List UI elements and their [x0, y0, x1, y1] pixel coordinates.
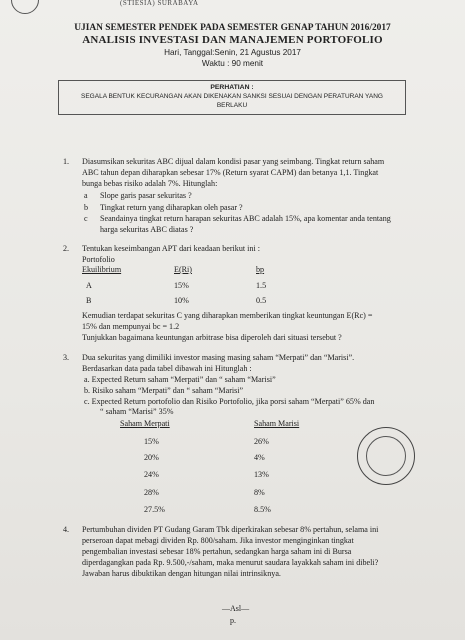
q3-merpati-5: 27.5%	[144, 505, 165, 514]
institution-name: (STIESIA) SURABAYA	[120, 0, 199, 7]
q2-row-a-name: A	[86, 281, 92, 290]
signature-mark: p.	[230, 616, 236, 625]
q3-merpati-1: 15%	[144, 437, 159, 446]
notice-title: PERHATIAN :	[210, 84, 254, 91]
q3-marisi-2: 4%	[254, 453, 265, 462]
q3-merpati-4: 28%	[144, 488, 159, 497]
q4-line1: Pertumbuhan dividen PT Gudang Garam Tbk diperkirakan sebesar 8% pertahun, selama ini	[82, 525, 379, 534]
q4-line2: perseroan dapat mebagi dividen Rp. 800/saham. Jika investor menginginkan tingkat	[82, 536, 354, 545]
q2-line1: Tentukan keseimbangan APT dari keadaan berikut ini :	[82, 244, 260, 253]
official-stamp-icon	[357, 427, 415, 485]
q2-number: 2.	[63, 244, 70, 253]
q2-row-a-eri: 15%	[174, 281, 189, 290]
q1-a-label: a	[84, 191, 88, 200]
q4-line4: diperdagangkan pada Rp. 9.500,-/saham, maka menurut saudara layakkah saham ini dibeli?	[82, 558, 379, 567]
q4-number: 4.	[63, 525, 70, 534]
notice-box	[58, 80, 406, 115]
q3-c1: c. Expected Return portofolio dan Risiko Portofolio, jika porsi saham “Merpati” 65% dan	[84, 397, 375, 406]
q1-line1: Diasumsikan sekuritas ABC dijual dalam kondisi pasar yang seimbang. Tingkat return saham	[82, 157, 385, 166]
exam-title-line1: UJIAN SEMESTER PENDEK PADA SEMESTER GENAP TAHUN 2016/2017	[74, 23, 391, 33]
q4-line5: Jawaban harus dibuktikan dengan hitungan nilai intrinsiknya.	[82, 569, 281, 578]
notice-body: SEGALA BENTUK KECURANGAN AKAN DIKENAKAN SANKSI SESUAI DENGAN PERATURAN YANG BERLAKU	[81, 93, 383, 109]
q2-col-equilibrium: Ekuilibrium	[82, 265, 122, 274]
q1-line3: bunga bebas risiko adalah 7%. Hitunglah:	[82, 179, 218, 188]
exam-date: Hari, Tanggal:Senin, 21 Agustus 2017	[164, 48, 301, 57]
q2-row-b-name: B	[86, 296, 92, 305]
q1-line2: ABC tahun depan diharapkan sebesar 17% (Return syarat CAPM) dan betanya 1,1. Tingkat	[82, 168, 379, 177]
q2-after2: 15% dan mempunyai bc = 1.2	[82, 322, 180, 331]
q3-line2: Berdasarkan data pada tabel dibawah ini Hitunglah :	[82, 364, 252, 373]
q3-a: a. Expected Return saham “Merpati” dan “ saham “Marisi”	[84, 375, 276, 384]
q3-c2: “ saham “Marisi” 35%	[100, 407, 174, 416]
q1-a: Slope garis pasar sekuritas ?	[100, 191, 192, 200]
q3-marisi-5: 8.5%	[254, 505, 271, 514]
q1-number: 1.	[63, 157, 70, 166]
q2-after3: Tunjukkan bagaimana keuntungan arbitrase bisa diperoleh dari situasi tersebut ?	[82, 333, 342, 342]
q2-col-eri: E(Ri)	[174, 265, 192, 274]
q3-b: b. Risiko saham “Merpati” dan “ saham “Marisi”	[84, 386, 244, 395]
q1-b: Tingkat return yang diharapkan oleh pasar ?	[100, 203, 243, 212]
q2-row-a-bp: 1.5	[256, 281, 267, 290]
q2-after1: Kemudian terdapat sekuritas C yang diharapkan memberikan tingkat keuntungan E(Rc) =	[82, 311, 373, 320]
q2-row-b-eri: 10%	[174, 296, 189, 305]
q2-portfolio-label: Portofolio	[82, 255, 115, 264]
q4-line3: pengembalian investasi sebesar 18% pertahun, sedangkan harga saham ini di Bursa	[82, 547, 352, 556]
q3-col-marisi: Saham Marisi	[254, 419, 300, 428]
institution-logo-icon	[11, 0, 39, 14]
q1-c1: Seandainya tingkat return harapan sekuritas ABC adalah 15%, apa komentar anda tentang	[100, 214, 391, 223]
stamp-inner-ring	[366, 436, 406, 476]
signature-line: —Asl—	[222, 604, 250, 613]
q3-number: 3.	[63, 353, 70, 362]
q3-marisi-1: 26%	[254, 437, 269, 446]
q1-b-label: b	[84, 203, 89, 212]
q1-c2: harga sekuritas ABC diatas ?	[100, 225, 194, 234]
q3-col-merpati: Saham Merpati	[120, 419, 170, 428]
q2-row-b-bp: 0.5	[256, 296, 267, 305]
q1-c-label: c	[84, 214, 88, 223]
q3-merpati-3: 24%	[144, 470, 159, 479]
exam-duration: Waktu : 90 menit	[201, 59, 264, 68]
q3-merpati-2: 20%	[144, 453, 159, 462]
q3-line1: Dua sekuritas yang dimiliki investor masing masing saham “Merpati” dan “Marisi”.	[82, 353, 355, 362]
q3-marisi-4: 8%	[254, 488, 265, 497]
q2-col-bp: bp	[256, 265, 265, 274]
exam-title-line2: ANALISIS INVESTASI DAN MANAJEMEN PORTOFOLIO	[82, 34, 383, 46]
q3-marisi-3: 13%	[254, 470, 269, 479]
